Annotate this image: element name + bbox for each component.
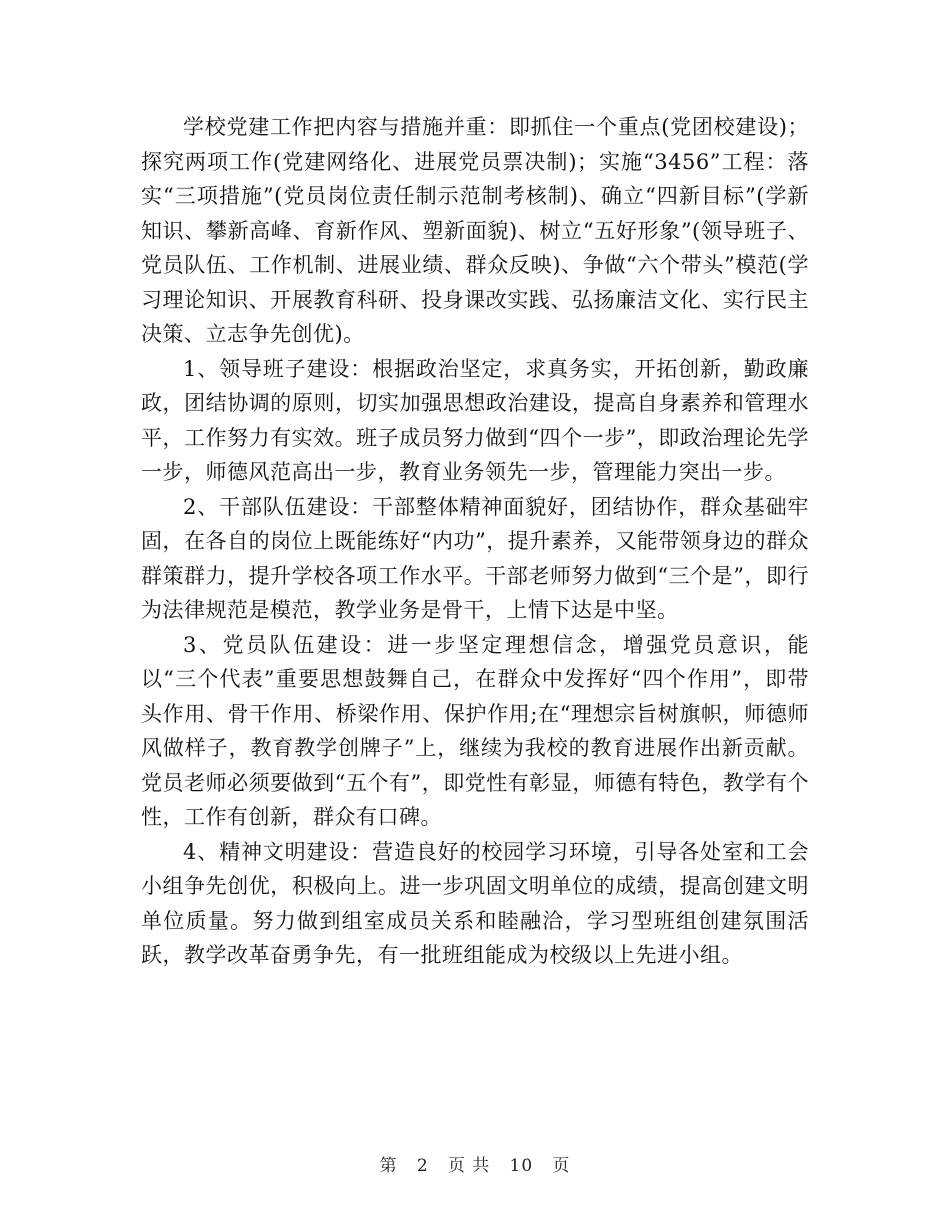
party-member-paragraph: 3、党员队伍建设：进一步坚定理想信念，增强党员意识，能以“三个代表”重要思想鼓舞自己，在群众中发挥好“四个作用”，即带头作用、骨干作用、桥梁作用、保护作用;在“理想宗旨树旗帜，师德师风做样子，教育教学创牌子”上，继续为我校的教育进展作出新贡献。党员老师必须要做到“五个有”，即党性有彰显，师德有特色，教学有个性，工作有创新，群众有口碑。: [141, 632, 809, 829]
civilization-paragraph: 4、精神文明建设：营造良好的校园学习环境，引导各处室和工会小组争先创优，积极向上。进一步巩固文明单位的成绩，提高创建文明单位质量。努力做到组室成员关系和睦融洽，学习型班组创建氛围活跃，教学改革奋勇争先，有一批班组能成为校级以上先进小组。: [141, 839, 809, 967]
intro-paragraph: 学校党建工作把内容与措施并重：即抓住一个重点(党团校建设)；探究两项工作(党建网络化、进展党员票决制)；实施“3456”工程：落实“三项措施”(党员岗位责任制示范制考核制)、确立“四新目标”(学新知识、攀新高峰、育新作风、塑新面貌)、树立“五好形象”(领导班子、党员队伍、工作机制、进展业绩、群众反映)、争做“六个带头”模范(学习理论知识、开展教育科研、投身课改实践、弘扬廉洁文化、实行民主决策、立志争先创优)。: [141, 115, 809, 346]
document-body: [141, 110, 809, 973]
page-footer: [0, 1151, 950, 1176]
footer-suffix: 页: [552, 1156, 571, 1176]
footer-total-pages: 10: [509, 1156, 534, 1176]
leadership-paragraph: 1、领导班子建设：根据政治坚定，求真务实，开拓创新，勤政廉政，团结协调的原则，切实加强思想政治建设，提高自身素养和管理水平，工作努力有实效。班子成员努力做到“四个一步”，即政治理论先学一步，师德风范高出一步，教育业务领先一步，管理能力突出一步。: [141, 356, 809, 484]
cadre-paragraph: 2、干部队伍建设：干部整体精神面貌好，团结协作，群众基础牢固，在各自的岗位上既能练好“内功”，提升素养，又能带领身边的群众群策群力，提升学校各项工作水平。干部老师努力做到“三个是”，即行为法律规范是模范，教学业务是骨干，上情下达是中坚。: [141, 494, 809, 622]
footer-page-number: 2: [416, 1156, 429, 1176]
footer-middle: 页 共: [447, 1156, 491, 1176]
footer-prefix: 第: [379, 1156, 398, 1176]
